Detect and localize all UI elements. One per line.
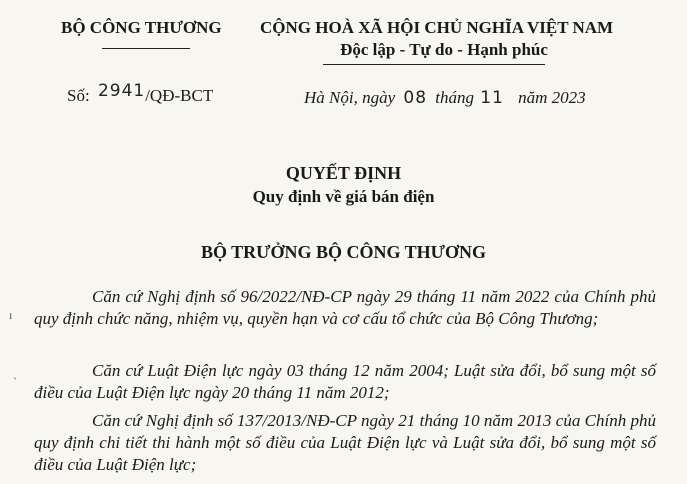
ministry-name: BỘ CÔNG THƯƠNG: [61, 18, 222, 37]
issue-date: [304, 88, 586, 108]
number-label: Số:: [67, 86, 90, 105]
handwritten-number: 2941: [97, 81, 146, 101]
margin-mark: ı: [9, 308, 13, 322]
national-motto: Độc lập - Tự do - Hạnh phúc: [340, 40, 548, 59]
date-month-label: tháng: [435, 88, 475, 107]
country-name: CỘNG HOÀ XÃ HỘI CHỦ NGHĨA VIỆT NAM: [260, 18, 614, 37]
number-suffix: /QĐ-BCT: [145, 86, 214, 105]
date-place: Hà Nội, ngày: [304, 88, 396, 107]
legal-basis-paragraph: Căn cứ Nghị định số 137/2013/NĐ-CP ngày 21 tháng 10 năm 2013 của Chính phủ quy định chi tiết thi hành một số điều của Luật Điện lực và Luật sửa đổi, bổ sung một số điều của Luật Điện lực;: [34, 411, 656, 474]
issuing-authority: BỘ TRƯỞNG BỘ CÔNG THƯƠNG: [200, 242, 487, 262]
decision-subtitle: Quy định về giá bán điện: [252, 187, 435, 206]
legal-basis-paragraph: Căn cứ Nghị định số 96/2022/NĐ-CP ngày 29 tháng 11 năm 2022 của Chính phủ quy định chức năng, nhiệm vụ, quyền hạn và cơ cấu tổ chức của Bộ Công Thương;: [34, 287, 656, 328]
document-number: [67, 81, 214, 106]
ministry-underline: [102, 48, 190, 49]
margin-mark: ˋ: [13, 375, 17, 389]
decision-title: QUYẾT ĐỊNH: [285, 163, 402, 183]
handwritten-day: 08: [403, 88, 428, 108]
date-year: năm 2023: [518, 88, 586, 107]
handwritten-month: 11: [480, 88, 504, 108]
motto-underline: [323, 64, 545, 65]
legal-basis-paragraph: Căn cứ Luật Điện lực ngày 03 tháng 12 năm 2004; Luật sửa đổi, bổ sung một số điều của Luật Điện lực ngày 20 tháng 11 năm 2012;: [34, 361, 656, 402]
